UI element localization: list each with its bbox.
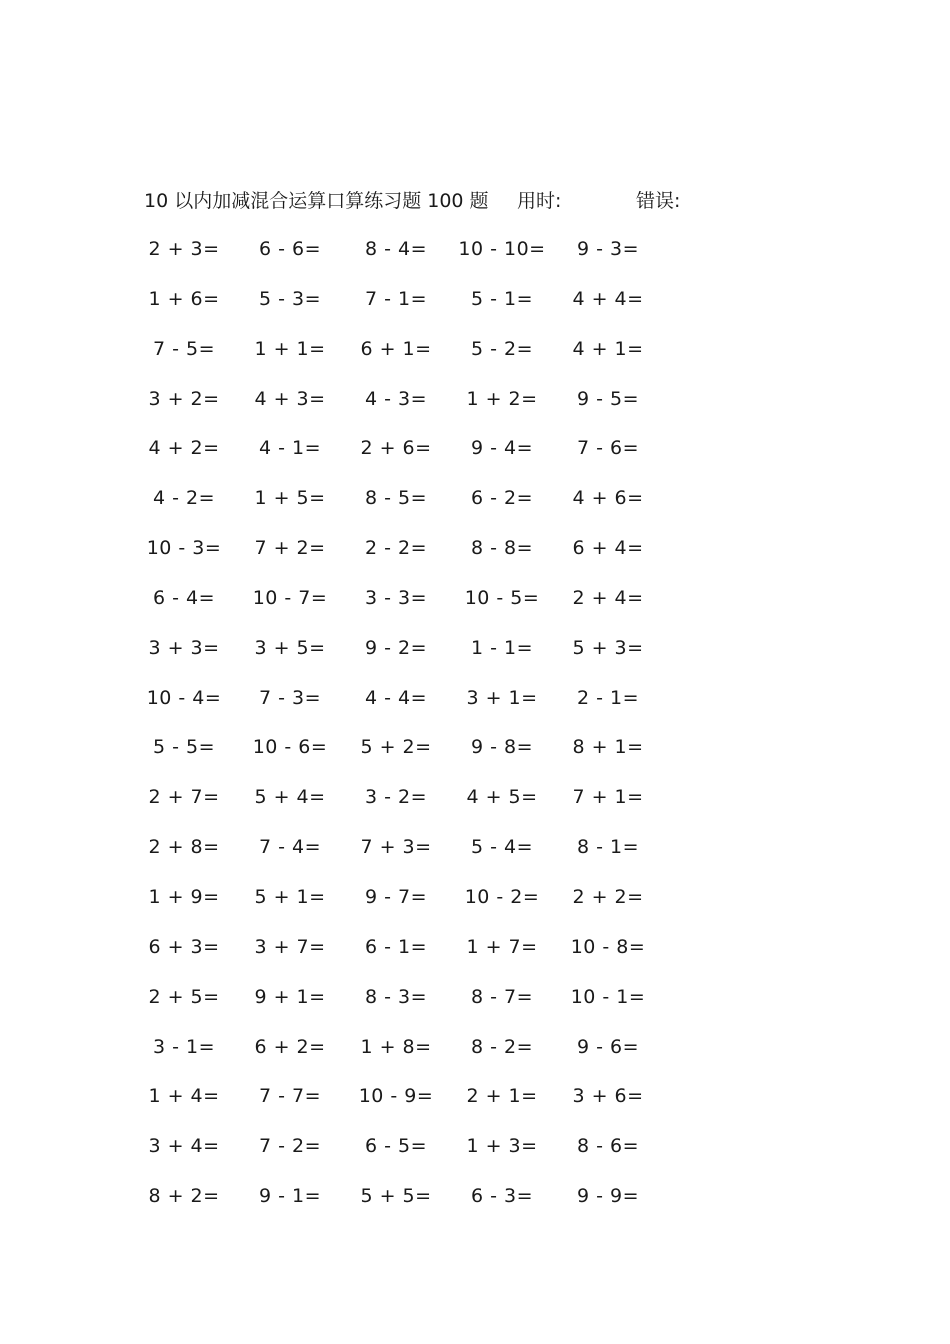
problem-item: 10 - 6= xyxy=(252,736,328,759)
problem-item: 4 - 2= xyxy=(152,487,216,510)
problem-item: 8 - 8= xyxy=(470,537,534,560)
problem-item: 4 - 4= xyxy=(364,686,428,709)
worksheet-title: 10 以内加减混合运算口算练习题 100 题 xyxy=(144,190,489,212)
problem-item: 7 - 4= xyxy=(258,836,322,859)
problem-item: 8 + 1= xyxy=(572,736,644,759)
problem-item: 8 - 4= xyxy=(364,238,428,260)
problem-item: 1 + 1= xyxy=(254,337,326,360)
problem-item: 3 + 7= xyxy=(254,935,326,958)
problem-row xyxy=(0,533,950,583)
problem-item: 7 - 6= xyxy=(576,437,640,460)
problem-item: 10 - 10= xyxy=(458,238,546,260)
problem-row xyxy=(0,782,950,832)
problem-item: 9 - 9= xyxy=(576,1185,640,1208)
problem-item: 7 - 3= xyxy=(258,686,322,709)
problem-item: 3 - 2= xyxy=(364,786,428,809)
problem-item: 8 - 2= xyxy=(470,1035,534,1058)
problem-item: 10 - 4= xyxy=(146,686,222,709)
problem-item: 1 - 1= xyxy=(470,636,534,659)
problem-item: 8 + 2= xyxy=(148,1185,220,1208)
time-used-label: 用时: xyxy=(517,190,562,212)
problem-row xyxy=(0,1032,950,1082)
problem-item: 9 - 4= xyxy=(470,437,534,460)
problem-item: 3 + 2= xyxy=(148,387,220,410)
problem-item: 10 - 2= xyxy=(464,885,540,908)
problem-item: 6 - 4= xyxy=(152,586,216,609)
problem-item: 3 - 3= xyxy=(364,586,428,609)
problem-item: 8 - 1= xyxy=(576,836,640,859)
problem-item: 4 + 4= xyxy=(572,287,644,310)
problem-item: 8 - 6= xyxy=(576,1135,640,1158)
problem-item: 3 + 6= xyxy=(572,1085,644,1108)
problem-item: 9 - 3= xyxy=(576,238,640,260)
problem-item: 5 + 4= xyxy=(254,786,326,809)
problem-item: 1 + 5= xyxy=(254,487,326,510)
problem-item: 9 - 5= xyxy=(576,387,640,410)
problem-item: 5 - 2= xyxy=(470,337,534,360)
problem-item: 7 - 2= xyxy=(258,1135,322,1158)
problem-item: 10 - 1= xyxy=(570,985,646,1008)
problem-item: 9 - 6= xyxy=(576,1035,640,1058)
problem-item: 6 + 2= xyxy=(254,1035,326,1058)
problem-item: 9 - 2= xyxy=(364,636,428,659)
problem-item: 2 + 7= xyxy=(148,786,220,809)
problem-item: 5 + 2= xyxy=(360,736,432,759)
problem-item: 1 + 7= xyxy=(466,935,538,958)
problem-item: 6 + 4= xyxy=(572,537,644,560)
problem-item: 7 + 1= xyxy=(572,786,644,809)
problem-item: 2 + 2= xyxy=(572,885,644,908)
problem-row xyxy=(0,234,950,284)
problem-item: 2 - 2= xyxy=(364,537,428,560)
problem-item: 2 + 8= xyxy=(148,836,220,859)
problem-item: 7 - 7= xyxy=(258,1085,322,1108)
problem-item: 4 + 6= xyxy=(572,487,644,510)
problem-item: 4 + 2= xyxy=(148,437,220,460)
problem-item: 1 + 6= xyxy=(148,287,220,310)
problem-row xyxy=(0,284,950,334)
problem-item: 2 + 1= xyxy=(466,1085,538,1108)
problem-item: 5 - 4= xyxy=(470,836,534,859)
problem-item: 5 + 1= xyxy=(254,885,326,908)
problem-row xyxy=(0,1181,950,1231)
problem-row xyxy=(0,832,950,882)
problem-item: 4 - 1= xyxy=(258,437,322,460)
problem-row xyxy=(0,882,950,932)
problem-item: 5 - 1= xyxy=(470,287,534,310)
problem-item: 7 + 2= xyxy=(254,537,326,560)
problem-item: 6 + 3= xyxy=(148,935,220,958)
problem-item: 4 + 3= xyxy=(254,387,326,410)
problem-row xyxy=(0,483,950,533)
problem-item: 3 + 3= xyxy=(148,636,220,659)
problem-row xyxy=(0,433,950,483)
problem-item: 6 + 1= xyxy=(360,337,432,360)
problem-item: 10 - 7= xyxy=(252,586,328,609)
problem-item: 9 - 7= xyxy=(364,885,428,908)
problem-row xyxy=(0,633,950,683)
problem-item: 5 - 3= xyxy=(258,287,322,310)
problem-item: 9 - 1= xyxy=(258,1185,322,1208)
problem-item: 5 - 5= xyxy=(152,736,216,759)
problem-item: 9 - 8= xyxy=(470,736,534,759)
problem-item: 5 + 5= xyxy=(360,1185,432,1208)
problem-item: 8 - 3= xyxy=(364,985,428,1008)
problem-item: 6 - 1= xyxy=(364,935,428,958)
problem-item: 9 + 1= xyxy=(254,985,326,1008)
problem-row xyxy=(0,732,950,782)
problem-row xyxy=(0,1131,950,1181)
problem-item: 3 - 1= xyxy=(152,1035,216,1058)
problem-row xyxy=(0,384,950,434)
problem-item: 4 + 1= xyxy=(572,337,644,360)
problem-item: 10 - 5= xyxy=(464,586,540,609)
problem-item: 2 + 6= xyxy=(360,437,432,460)
problem-item: 1 + 8= xyxy=(360,1035,432,1058)
problem-item: 10 - 9= xyxy=(358,1085,434,1108)
problem-row xyxy=(0,932,950,982)
error-count-label: 错误: xyxy=(636,190,681,212)
problem-item: 3 + 1= xyxy=(466,686,538,709)
problem-item: 8 - 7= xyxy=(470,985,534,1008)
problem-row xyxy=(0,982,950,1032)
problem-item: 3 + 5= xyxy=(254,636,326,659)
problem-item: 5 + 3= xyxy=(572,636,644,659)
problem-item: 1 + 3= xyxy=(466,1135,538,1158)
problem-item: 4 + 5= xyxy=(466,786,538,809)
problem-item: 4 - 3= xyxy=(364,387,428,410)
problem-item: 6 - 5= xyxy=(364,1135,428,1158)
problem-row xyxy=(0,583,950,633)
problem-item: 7 - 1= xyxy=(364,287,428,310)
problem-row xyxy=(0,683,950,733)
problem-item: 10 - 3= xyxy=(146,537,222,560)
problem-item: 1 + 2= xyxy=(466,387,538,410)
problem-item: 10 - 8= xyxy=(570,935,646,958)
problem-item: 8 - 5= xyxy=(364,487,428,510)
problem-item: 2 + 5= xyxy=(148,985,220,1008)
problem-item: 1 + 4= xyxy=(148,1085,220,1108)
problem-item: 2 - 1= xyxy=(576,686,640,709)
problem-item: 1 + 9= xyxy=(148,885,220,908)
problem-item: 6 - 3= xyxy=(470,1185,534,1208)
problem-item: 2 + 4= xyxy=(572,586,644,609)
problem-grid xyxy=(0,234,950,1231)
problem-item: 7 - 5= xyxy=(152,337,216,360)
problem-row xyxy=(0,334,950,384)
problem-row xyxy=(0,1081,950,1131)
problem-item: 2 + 3= xyxy=(148,238,220,260)
problem-item: 6 - 2= xyxy=(470,487,534,510)
problem-item: 7 + 3= xyxy=(360,836,432,859)
problem-item: 6 - 6= xyxy=(258,238,322,260)
problem-item: 3 + 4= xyxy=(148,1135,220,1158)
